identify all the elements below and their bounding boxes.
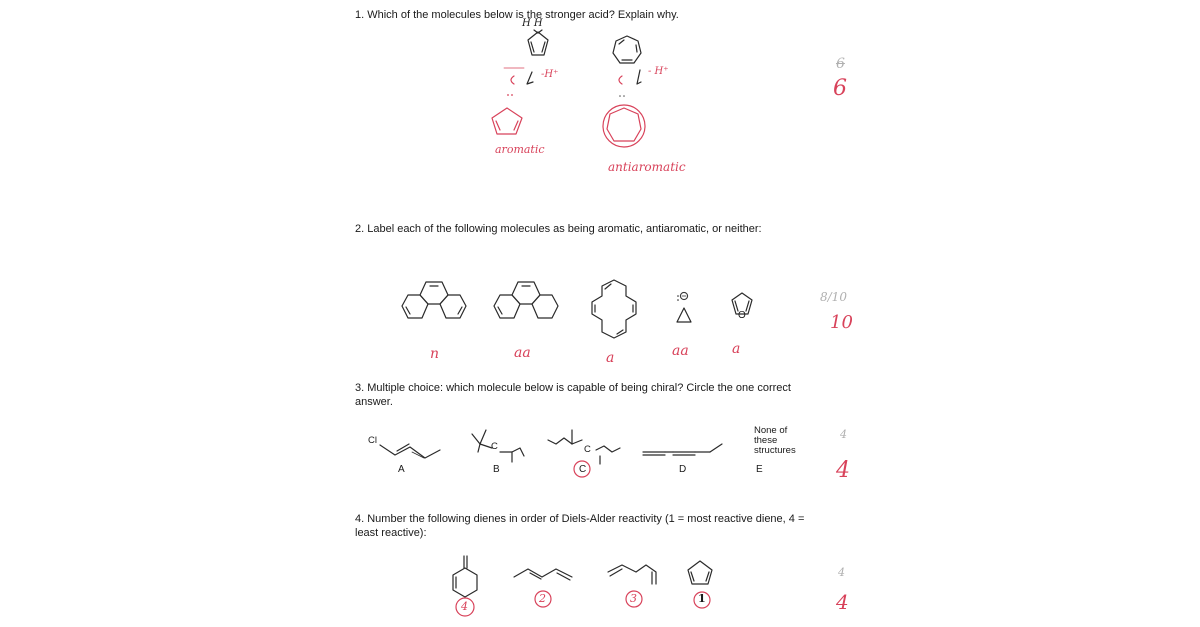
minus-h-right: - H⁺ — [648, 66, 669, 77]
cis-diene-3 — [608, 565, 656, 584]
rank-diene-2: 2 — [539, 592, 546, 605]
chlorine-atom: Cl — [368, 435, 377, 446]
label-mol-3: a — [606, 350, 615, 366]
linear-diene-2 — [514, 569, 572, 580]
choice-a-label: A — [398, 464, 405, 475]
rank-diene-4: 1 — [698, 592, 706, 605]
label-mol-2: aa — [514, 345, 531, 361]
label-mol-5: a — [732, 341, 741, 357]
cyclopentadiene-1 — [688, 561, 712, 584]
none-of-these-line2: these — [754, 435, 778, 446]
rank-diene-1: 4 — [461, 600, 468, 613]
none-of-these-line3: structures — [754, 445, 796, 456]
rank-diene-3: 3 — [630, 592, 637, 605]
q1-struck-score: 6 — [836, 56, 845, 72]
none-of-these-line1: None of — [754, 425, 788, 436]
methylenecyclohexene — [453, 556, 477, 597]
question-3-text-line1: 3. Multiple choice: which molecule below is capable of being chiral? Circle the one correct — [355, 382, 791, 394]
q1-score: 6 — [833, 76, 847, 101]
choice-b-label: B — [493, 464, 500, 475]
allene-carbon-c: C — [584, 444, 591, 455]
aromatic-annotation: aromatic — [495, 143, 545, 156]
question-2-text: 2. Label each of the following molecules as being aromatic, antiaromatic, or neither: — [355, 223, 762, 235]
question-1-text: 1. Which of the molecules below is the stronger acid? Explain why. — [355, 9, 679, 21]
question-4-text-line2: least reactive): — [355, 527, 427, 539]
allene-carbon-b: C — [491, 441, 498, 452]
minus-h-left: -H⁺ — [541, 69, 559, 80]
furan-oxygen: O — [738, 310, 746, 321]
question-4-text-line1: 4. Number the following dienes in order of Diels-Alder reactivity (1 = most reactive diene, 4 = — [355, 513, 805, 525]
choice-d-label: D — [679, 464, 687, 475]
q3-score: 4 — [836, 458, 850, 483]
hh-annotation: H H — [522, 18, 543, 29]
question-3-text-line2: answer. — [355, 396, 393, 408]
q2-score: 10 — [830, 312, 853, 333]
choice-c-label: C — [579, 464, 587, 475]
choice-e-label: E — [756, 464, 763, 475]
q3-struck-score: 4 — [840, 428, 847, 441]
q2-struck-score: 8/10 — [820, 290, 847, 304]
q4-struck-score: 4 — [838, 566, 845, 579]
q4-score: 4 — [836, 590, 849, 614]
label-mol-4: aa — [672, 343, 689, 359]
antiaromatic-annotation: antiaromatic — [608, 160, 686, 174]
label-mol-1: n — [430, 346, 440, 362]
